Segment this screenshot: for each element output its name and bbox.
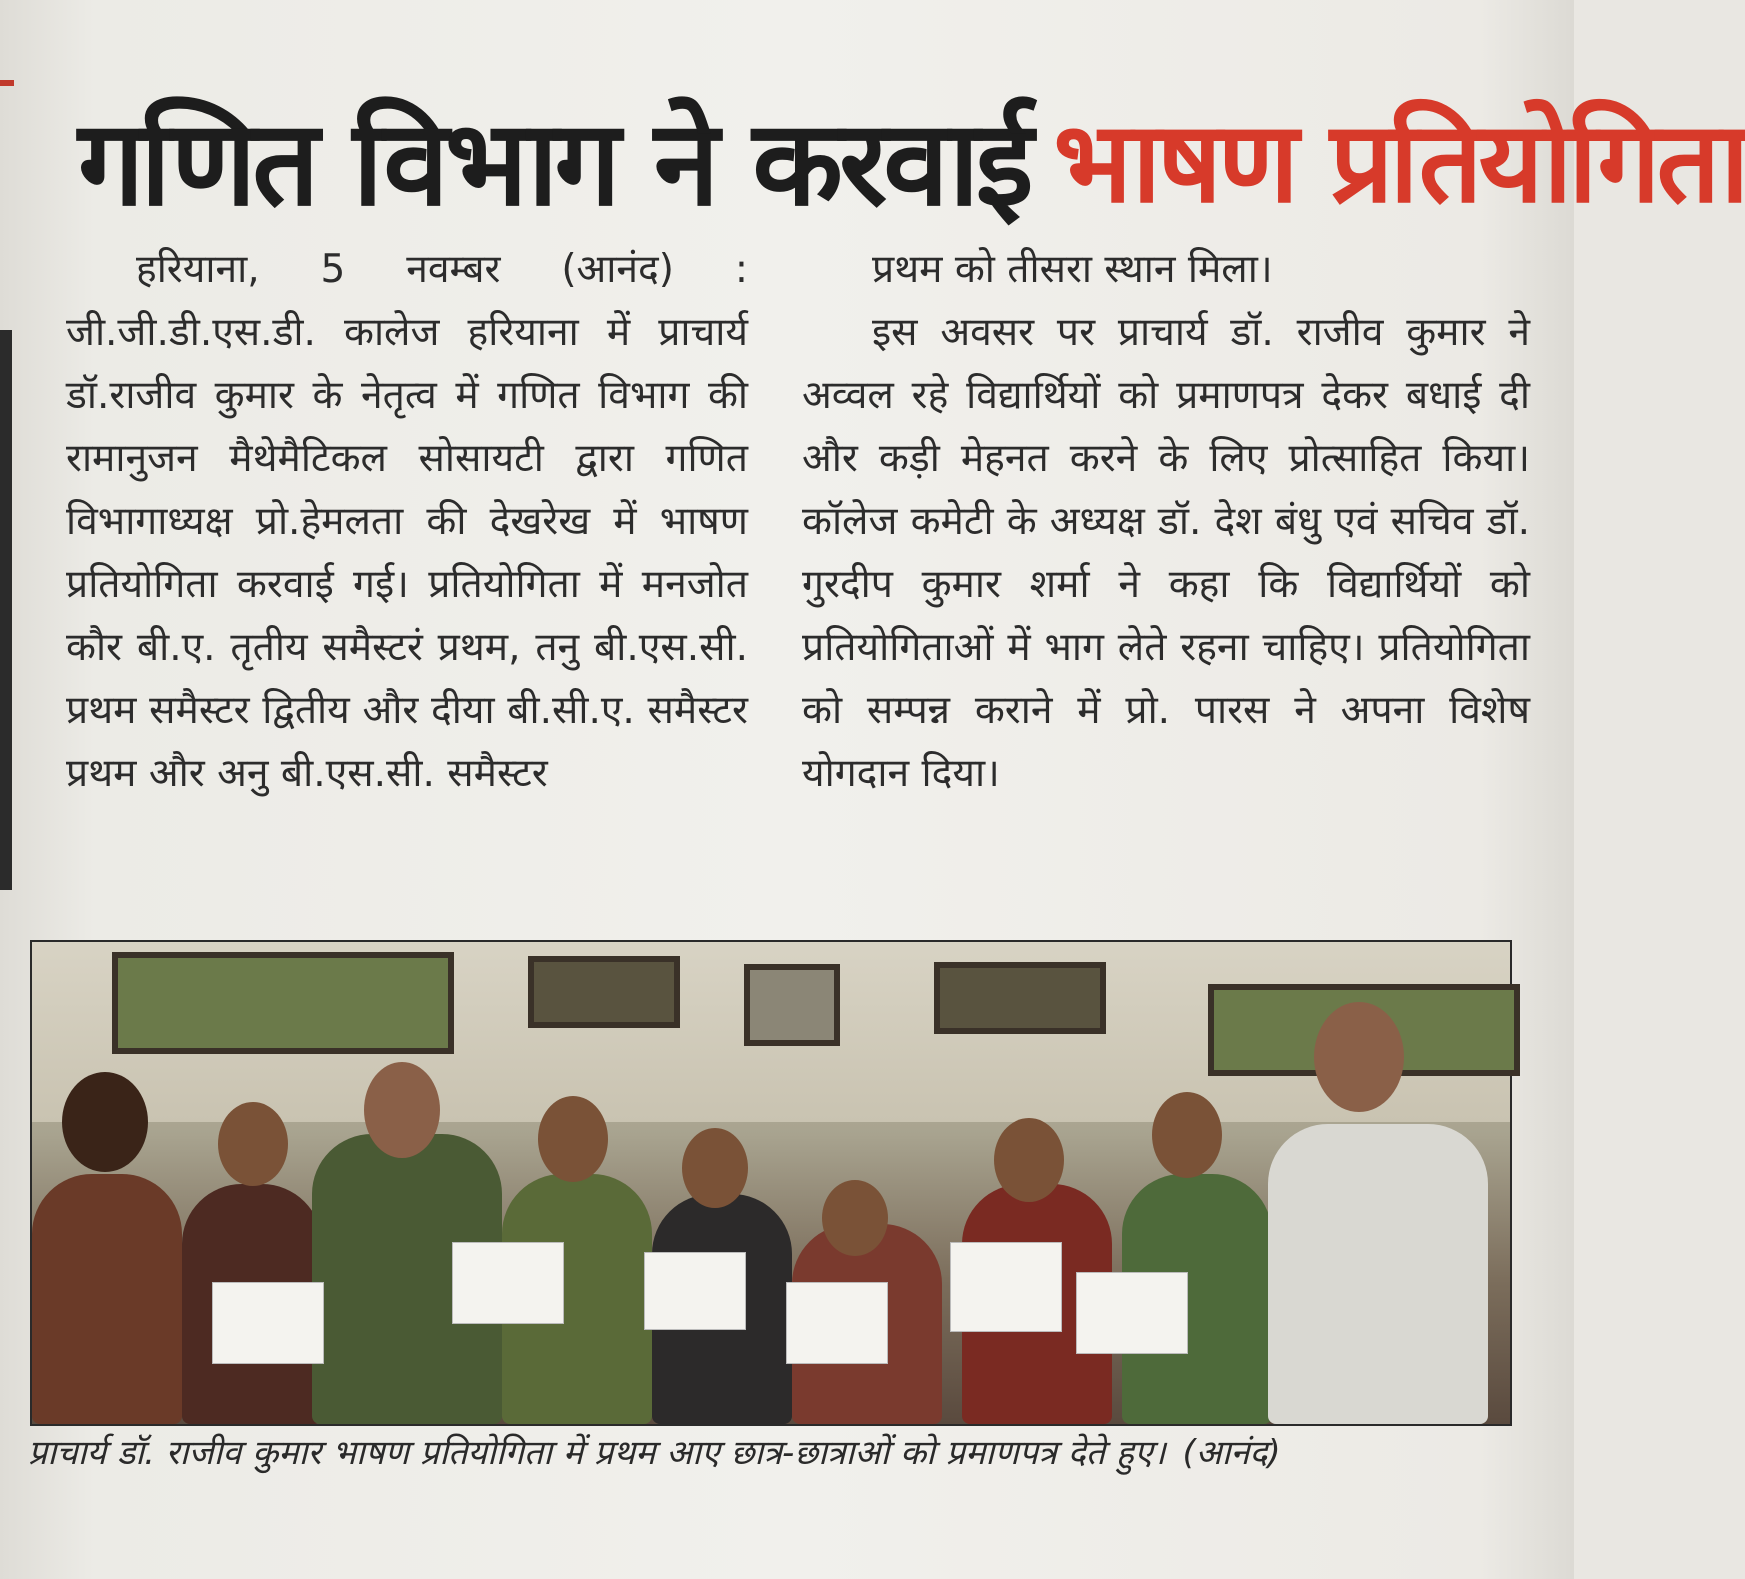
wall-picture: [528, 956, 680, 1028]
headline: [78, 78, 1745, 232]
person-head: [1314, 1002, 1404, 1112]
caption-text: प्राचार्य डॉ. राजीव कुमार भाषण प्रतियोगिता में प्रथम आए छात्र-छात्राओं को प्रमाणपत्र देते हुए।: [28, 1433, 1166, 1473]
news-photo: [30, 940, 1512, 1426]
person-head: [218, 1102, 288, 1186]
wall-painting: [112, 952, 454, 1054]
headline-black-text: गणित विभाग ने करवाई: [78, 94, 1030, 232]
wall-picture: [744, 964, 840, 1046]
wall-picture: [934, 962, 1106, 1034]
person-head: [62, 1072, 148, 1172]
caption-credit: (आनंद): [1182, 1433, 1281, 1473]
person-head: [682, 1128, 748, 1208]
article-paragraph: इस अवसर पर प्राचार्य डॉ. राजीव कुमार ने अव्वल रहे विद्यार्थियों को प्रमाणपत्र देकर बधाई दी और कड़ी मेहनत करने के लिए प्रोत्साहित किया। कॉलेज कमेटी के अध्यक्ष डॉ. देश बंधु एवं सचिव डॉ. गुरदीप कुमार शर्मा ने कहा कि विद्यार्थियों को प्रतियोगिताओं में भाग लेते रहना चाहिए। प्रतियोगिता को सम्पन्न कराने में प्रो. पारस ने अपना विशेष योगदान दिया।: [802, 310, 1530, 796]
page-edge-mark: [0, 80, 14, 86]
article-right-column: [802, 238, 1530, 805]
person: [1268, 1124, 1488, 1424]
page-edge-bar: [0, 330, 12, 890]
article-paragraph: प्रथम को तीसरा स्थान मिला।: [872, 247, 1273, 292]
person-head: [1152, 1092, 1222, 1178]
person-head: [822, 1180, 888, 1256]
certificate: [644, 1252, 746, 1330]
person-head: [364, 1062, 440, 1158]
photo-caption: [28, 1428, 1528, 1478]
person-head: [994, 1118, 1064, 1202]
certificate: [452, 1242, 564, 1324]
article-paragraph: हरियाना, 5 नवम्बर (आनंद) : जी.जी.डी.एस.डी. कालेज हरियाना में प्राचार्य डॉ.राजीव कुमार के नेतृत्व में गणित विभाग की रामानुजन मैथेमैटिकल सोसायटी द्वारा गणित विभागाध्यक्ष प्रो.हेमलता की देखरेख में भाषण प्रतियोगिता करवाई गई। प्रतियोगिता में मनजोत कौर बी.ए. तृतीय समैस्टरं प्रथम, तनु बी.एस.सी. प्रथम समैस्टर द्वितीय और दीया बी.सी.ए. समैस्टर प्रथम और अनु बी.एस.सी. समैस्टर: [66, 247, 748, 796]
certificate: [950, 1242, 1062, 1332]
certificate: [1076, 1272, 1188, 1354]
person: [32, 1174, 182, 1424]
certificate: [212, 1282, 324, 1364]
person-head: [538, 1096, 608, 1182]
certificate: [786, 1282, 888, 1364]
headline-red-text: भाषण प्रतियोगिता: [1053, 98, 1745, 228]
article-left-column: [66, 238, 748, 805]
